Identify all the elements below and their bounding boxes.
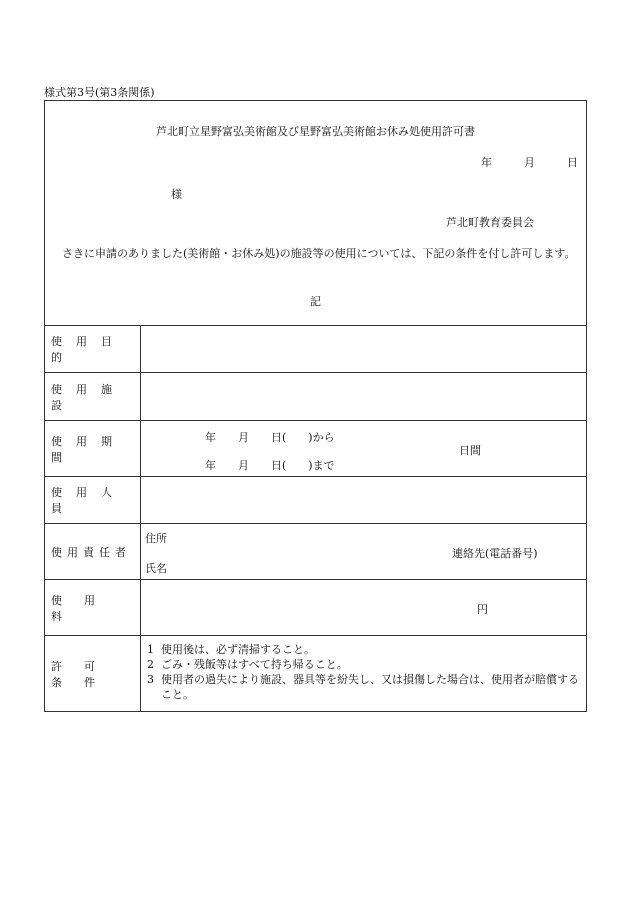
people-label: 使用人員 [45, 477, 141, 523]
form-number: 様式第3号(第3条関係) [44, 86, 155, 99]
responsible-field[interactable] [141, 524, 586, 579]
date-day-label: 日 [567, 156, 578, 169]
permit-statement: さきに申請のありました(美術館・お休み処)の施設等の使用については、下記の条件を付し許可します。 [62, 247, 576, 260]
purpose-field[interactable] [141, 325, 586, 372]
row-facility [45, 373, 586, 421]
fee-unit: 円 [477, 603, 488, 616]
row-people [45, 477, 586, 524]
responsible-name-label: 氏名 [145, 562, 167, 575]
fee-label: 使用料 [45, 580, 141, 635]
row-conditions [45, 636, 586, 711]
issuer-name: 芦北町教育委員会 [446, 216, 534, 229]
purpose-label: 使用目的 [45, 325, 141, 372]
responsible-contact-label: 連絡先(電話番号) [452, 547, 538, 560]
row-fee [45, 580, 586, 636]
permit-form [44, 100, 587, 712]
issue-date [481, 154, 578, 170]
addressee-suffix: 様 [171, 188, 182, 201]
fee-field[interactable] [141, 580, 586, 635]
period-field[interactable] [141, 421, 586, 476]
period-start: 年 月 日( )から [205, 431, 335, 444]
responsible-address-label: 住所 [145, 532, 167, 545]
responsible-label: 使用責任者 [45, 524, 141, 579]
facility-label: 使用施設 [45, 373, 141, 420]
date-month-label: 月 [524, 156, 535, 169]
facility-field[interactable] [141, 373, 586, 420]
period-end: 年 月 日( )まで [205, 459, 335, 472]
row-period [45, 421, 586, 477]
period-days: 日間 [459, 444, 481, 457]
form-header [45, 101, 586, 326]
form-title: 芦北町立星野富弘美術館及び星野富弘美術館お休み処使用許可書 [156, 125, 475, 138]
people-field[interactable] [141, 477, 586, 523]
condition-item: 1 使用後は、必ず清掃すること。 [147, 643, 315, 656]
conditions-list [147, 642, 581, 702]
conditions-field [141, 636, 586, 711]
row-purpose [45, 325, 586, 373]
condition-item: 3 使用者の過失により施設、器具等を紛失し、又は損傷した場合は、使用者が賠償すること。 [147, 673, 579, 701]
period-label: 使用期間 [45, 421, 141, 476]
date-year-label: 年 [481, 156, 492, 169]
ki-heading: 記 [310, 295, 321, 308]
condition-item: 2 ごみ・残飯等はすべて持ち帰ること。 [147, 658, 348, 671]
conditions-label: 許可条件 [45, 636, 141, 711]
row-responsible [45, 524, 586, 580]
